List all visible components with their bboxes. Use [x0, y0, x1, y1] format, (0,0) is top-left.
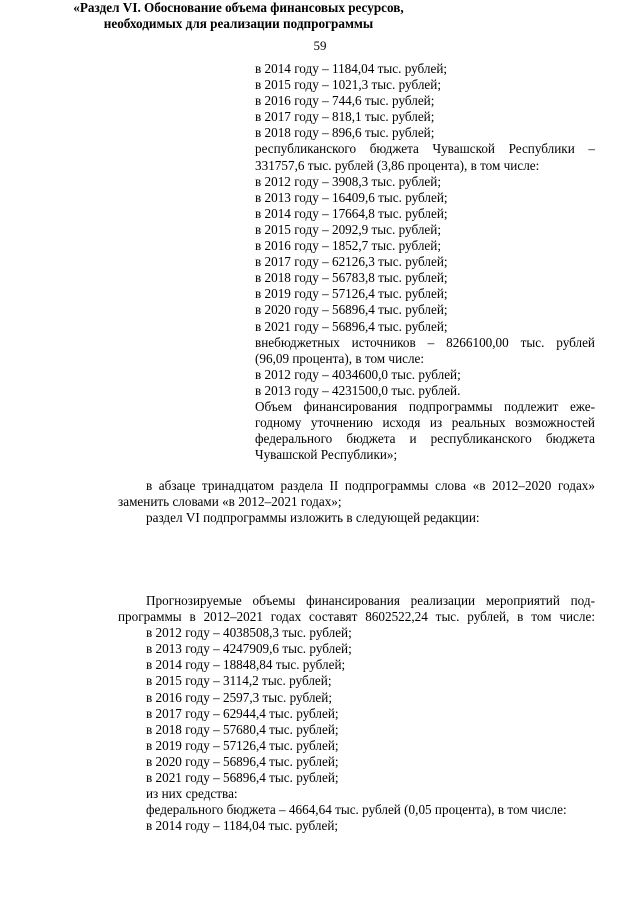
list-item: в 2020 году – 56896,4 тыс. рублей;	[255, 302, 448, 318]
list-item: в 2018 году – 56783,8 тыс. рублей;	[255, 270, 448, 286]
amendment-paragraph	[118, 478, 595, 526]
paragraph-line: (96,09 процента), в том числе:	[255, 350, 425, 366]
list-item: в 2013 году – 4231500,0 тыс. рублей.	[255, 382, 461, 398]
paragraph-line: программы в 2012–2021 годах составят 8602522,24 тыс. рублей, в том числе:	[118, 609, 595, 625]
list-item: в 2021 году – 56896,4 тыс. рублей;	[146, 770, 339, 786]
list-item: в 2014 году – 18848,84 тыс. рублей;	[146, 657, 346, 673]
page-number: 59	[313, 38, 327, 53]
paragraph-line: Объем финансирования подпрограммы подлежит еже-	[255, 398, 595, 414]
list-item: в 2019 году – 57126,4 тыс. рублей;	[255, 286, 448, 302]
list-item: в 2020 году – 56896,4 тыс. рублей;	[146, 753, 339, 769]
paragraph-line: раздел VI подпрограммы изложить в следующей редакции:	[146, 510, 480, 526]
list-item: в 2013 году – 4247909,6 тыс. рублей;	[146, 641, 352, 657]
paragraph-line: федерального бюджета – 4664,64 тыс. рублей (0,05 процента), в том числе:	[146, 802, 567, 818]
list-item: в 2013 году – 16409,6 тыс. рублей;	[255, 189, 448, 205]
list-item: из них средства:	[146, 786, 238, 802]
list-item: в 2014 году – 17664,8 тыс. рублей;	[255, 205, 448, 221]
list-item: в 2019 году – 57126,4 тыс. рублей;	[146, 737, 339, 753]
section-body	[118, 593, 595, 834]
list-item: в 2017 году – 62126,3 тыс. рублей;	[255, 254, 448, 270]
section-heading	[0, 0, 477, 32]
list-item: в 2018 году – 57680,4 тыс. рублей;	[146, 721, 339, 737]
paragraph-line: республиканского бюджета Чувашской Республики –	[255, 141, 595, 157]
paragraph-line: федерального бюджета и республиканского бюджета	[255, 431, 595, 447]
list-item: в 2016 году – 744,6 тыс. рублей;	[255, 93, 435, 109]
paragraph-line: в абзаце тринадцатом раздела II подпрограммы слова «в 2012–2020 годах»	[146, 478, 595, 493]
list-item: в 2015 году – 1021,3 тыс. рублей;	[255, 77, 441, 93]
paragraph-line: заменить словами «в 2012–2021 годах»;	[118, 494, 342, 510]
list-item: в 2014 году – 1184,04 тыс. рублей;	[146, 818, 339, 834]
list-item: в 2012 году – 4038508,3 тыс. рублей;	[146, 625, 352, 641]
list-item: в 2012 году – 3908,3 тыс. рублей;	[255, 173, 441, 189]
list-item: в 2018 году – 896,6 тыс. рублей;	[255, 125, 435, 141]
list-item: в 2021 году – 56896,4 тыс. рублей;	[255, 318, 448, 334]
heading-line: «Раздел VI. Обоснование объема финансовых ресурсов,	[73, 0, 404, 15]
list-item: в 2016 году – 1852,7 тыс. рублей;	[255, 238, 441, 254]
heading-line: необходимых для реализации подпрограммы	[103, 16, 374, 32]
list-item: в 2017 году – 62944,4 тыс. рублей;	[146, 705, 339, 721]
paragraph-line: Прогнозируемые объемы финансирования реализации мероприятий под-	[146, 593, 595, 608]
list-item: в 2015 году – 3114,2 тыс. рублей;	[146, 673, 332, 689]
list-item: в 2015 году – 2092,9 тыс. рублей;	[255, 221, 441, 237]
list-item: в 2012 году – 4034600,0 тыс. рублей;	[255, 366, 461, 382]
paragraph-line: внебюджетных источников – 8266100,00 тыс. рублей	[255, 334, 595, 350]
list-item: в 2014 году – 1184,04 тыс. рублей;	[255, 61, 448, 76]
funding-sources-block	[255, 61, 595, 463]
paragraph-line: 331757,6 тыс. рублей (3,86 процента), в том числе:	[255, 157, 540, 173]
list-item: в 2016 году – 2597,3 тыс. рублей;	[146, 689, 332, 705]
list-item: в 2017 году – 818,1 тыс. рублей;	[255, 109, 435, 125]
paragraph-line: годному уточнению исходя из реальных возможностей	[255, 415, 595, 431]
paragraph-line: Чувашской Республики»;	[255, 447, 398, 463]
